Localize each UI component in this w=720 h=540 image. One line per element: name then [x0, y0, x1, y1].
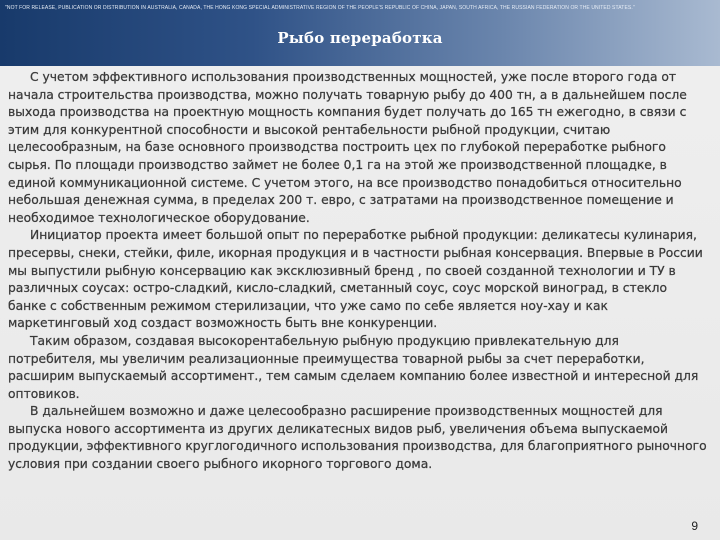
header-banner	[0, 0, 720, 66]
body-text	[8, 69, 708, 474]
page-title: Рыбо переработка	[277, 29, 443, 47]
paragraph-conclusion: Таким образом, создавая высокорентабельную рыбную продукцию привлекательную для потребителя, мы увеличим реализационные преимущества товарной рыбы за счет переработки, расширим выпускаемый ассортимент., тем самым сделаем компанию более известной и интересной для оптовиков.	[8, 333, 699, 401]
paragraph-initiator-experience: Инициатор проекта имеет большой опыт по переработке рыбной продукции: деликатесы кулинария, пресервы, снеки, стейки, филе, икорная продукция и в частности рыбная консервация. Впервые в России мы выпустили рыбную консервацию как эксклюзивный бренд , по своей созданной технологии и ТУ в различных соусах: остро-сладкий, кисло-сладкий, сметанный соус, соус морской виноград, в стекло банке с собственным режимом стерилизации, что уже само по себе является ноу-хау и как маркетинговый ход создаст возможность быть вне конкуренции.	[8, 228, 703, 331]
page-number: 9	[691, 519, 698, 533]
paragraph-production-capacity: С учетом эффективного использования производственных мощностей, уже после второго года от начала строительства производства, можно получать товарную рыбу до 400 тн, а в дальнейшем после выхода производства на проектную мощность компания будет получать до 165 тн ежегодно, в связи с этим для конкурентной способности и высокой рентабельности рыбной продукции, считаю целесообразным, на базе основного производства построить цех по глубокой переработке рыбного сырья. По площади производство займет не более 0,1 га на этой же производственной площадке, в единой коммуникационной системе. С учетом этого, на все производство понадобиться относительно небольшая денежная сумма, в пределах 200 т. евро, с затратами на производственное помещение и необходимое технологическое оборудование.	[8, 70, 687, 225]
disclaimer-text: "NOT FOR RELEASE, PUBLICATION OR DISTRIBUTION IN AUSTRALIA, CANADA, THE HONG KONG SPECIAL ADMINISTRATIVE REGION OF THE PEOPLE'S REPUBLIC OF CHINA, JAPAN, SOUTH AFRICA, THE RUSSIAN FEDERATION OR THE UNITED STATES."	[5, 5, 635, 11]
paragraph-expansion: В дальнейшем возможно и даже целесообразно расширение производственных мощностей для выпуска нового ассортимента из других деликатесных видов рыб, увеличения объема выпускаемой продукции, эффективного круглогодичного использования производства, для благоприятного рыночного условия при создании своего рыбного икорного торгового дома.	[8, 404, 707, 472]
